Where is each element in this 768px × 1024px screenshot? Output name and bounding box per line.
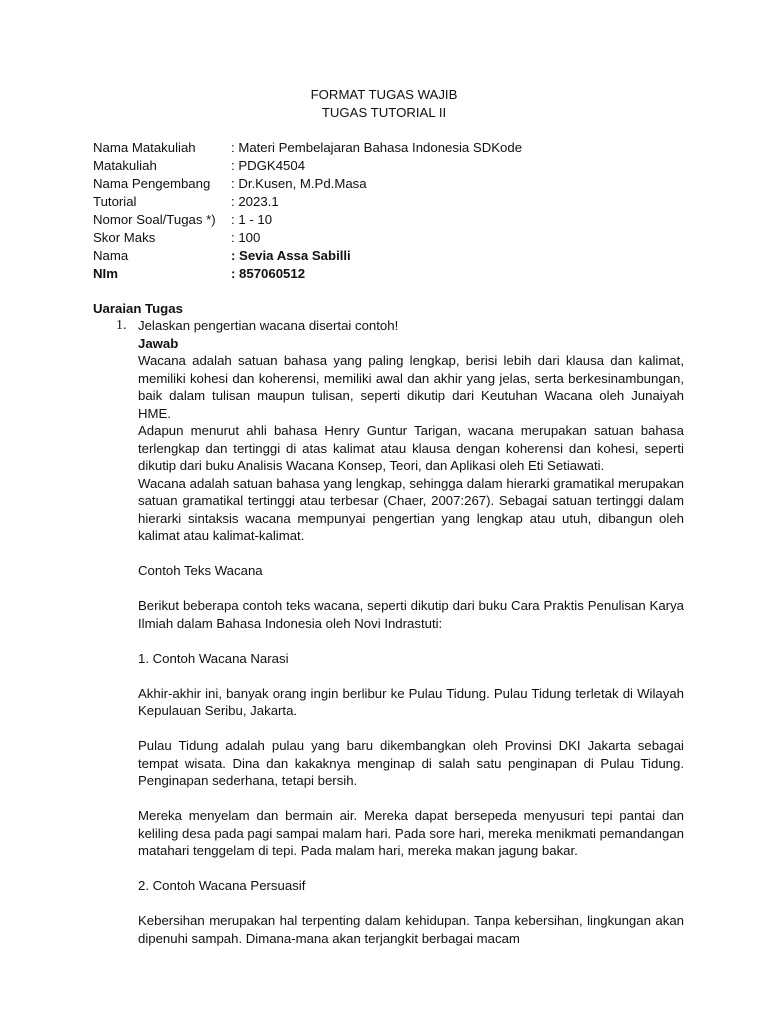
meta-label: Skor Maks <box>93 230 156 245</box>
paragraph: Berikut beberapa contoh teks wacana, seperti dikutip dari buku Cara Praktis Penulisan Karya Ilmiah dalam Bahasa Indonesia oleh Novi Indrastuti: <box>138 598 684 631</box>
meta-value: : Sevia Assa Sabilli <box>231 248 351 263</box>
paragraph: Wacana adalah satuan bahasa yang lengkap, sehingga dalam hierarki gramatikal merupakan satuan gramatikal tertinggi atau terbesar (Chaer, 2007:267). Sebagai satuan tertinggi dalam hierarki sintaksis wacana mempunyai pengertian yang lengkap atau utuh, dibangun oleh kalimat atau kalimat-kalimat. <box>138 475 684 543</box>
answer-label: Jawab <box>138 335 179 351</box>
meta-value: : 1 - 10 <box>231 212 273 227</box>
meta-value: : Materi Pembelajaran Bahasa Indonesia SDKode <box>231 140 523 155</box>
meta-label: Nama <box>93 248 129 263</box>
meta-value: : 2023.1 <box>231 194 279 209</box>
meta-label: Nama Matakuliah <box>93 140 196 155</box>
answer-body <box>138 317 684 947</box>
subheading: 2. Contoh Wacana Persuasif <box>138 878 306 893</box>
doc-title-line2: TUGAS TUTORIAL II <box>321 105 447 120</box>
question-number: 1. <box>116 318 127 333</box>
question-text: Jelaskan pengertian wacana disertai contoh! <box>138 318 399 333</box>
paragraph: Pulau Tidung adalah pulau yang baru dikembangkan oleh Provinsi DKI Jakarta sebagai tempat wisata. Dina dan kakaknya menginap di salah satu penginapan di Pulau Tidung. Penginapan sederhana, tetapi bersih. <box>138 738 684 788</box>
meta-label: Matakuliah <box>93 158 157 173</box>
meta-label: Nomor Soal/Tugas *) <box>93 212 216 227</box>
meta-value: : 100 <box>231 230 261 245</box>
subheading: 1. Contoh Wacana Narasi <box>138 650 289 666</box>
meta-value: : PDGK4504 <box>231 158 306 173</box>
section-title: Uaraian Tugas <box>93 301 183 316</box>
meta-value: : 857060512 <box>231 266 306 281</box>
subheading: Contoh Teks Wacana <box>138 563 263 578</box>
paragraph: Kebersihan merupakan hal terpenting dalam kehidupan. Tanpa kebersihan, lingkungan akan dipenuhi sampah. Dimana-mana akan terjangkit berbagai macam <box>138 913 684 946</box>
meta-label: Tutorial <box>93 194 137 209</box>
doc-title-line1: FORMAT TUGAS WAJIB <box>310 87 458 102</box>
paragraph: Wacana adalah satuan bahasa yang paling lengkap, berisi lebih dari klausa dan kalimat, memiliki kohesi dan koherensi, memiliki awal dan akhir yang jelas, serta berkesinambungan, baik dalam tulisan maupun tulisan, seperti dikutip dari Keutuhan Wacana oleh Junaiyah HME. <box>138 353 684 421</box>
paragraph: Adapun menurut ahli bahasa Henry Guntur Tarigan, wacana merupakan satuan bahasa terlengkap dan tertinggi di atas kalimat atau klausa dengan koherensi dan kohesi, seperti dikutip dari buku Analisis Wacana Konsep, Teori, dan Aplikasi oleh Eti Setiawati. <box>138 423 684 473</box>
paragraph: Mereka menyelam dan bermain air. Mereka dapat bersepeda menyusuri tepi pantai dan keliling desa pada pagi sampai malam hari. Pada sore hari, mereka menikmati pemandangan matahari tenggelam di tepi. Pada malam hari, mereka makan jagung bakar. <box>138 808 684 858</box>
paragraph: Akhir-akhir ini, banyak orang ingin berlibur ke Pulau Tidung. Pulau Tidung terletak di Wilayah Kepulauan Seribu, Jakarta. <box>138 685 684 718</box>
meta-label: Nama Pengembang <box>93 176 211 191</box>
meta-label: NIm <box>93 266 118 281</box>
meta-value: : Dr.Kusen, M.Pd.Masa <box>231 176 367 191</box>
